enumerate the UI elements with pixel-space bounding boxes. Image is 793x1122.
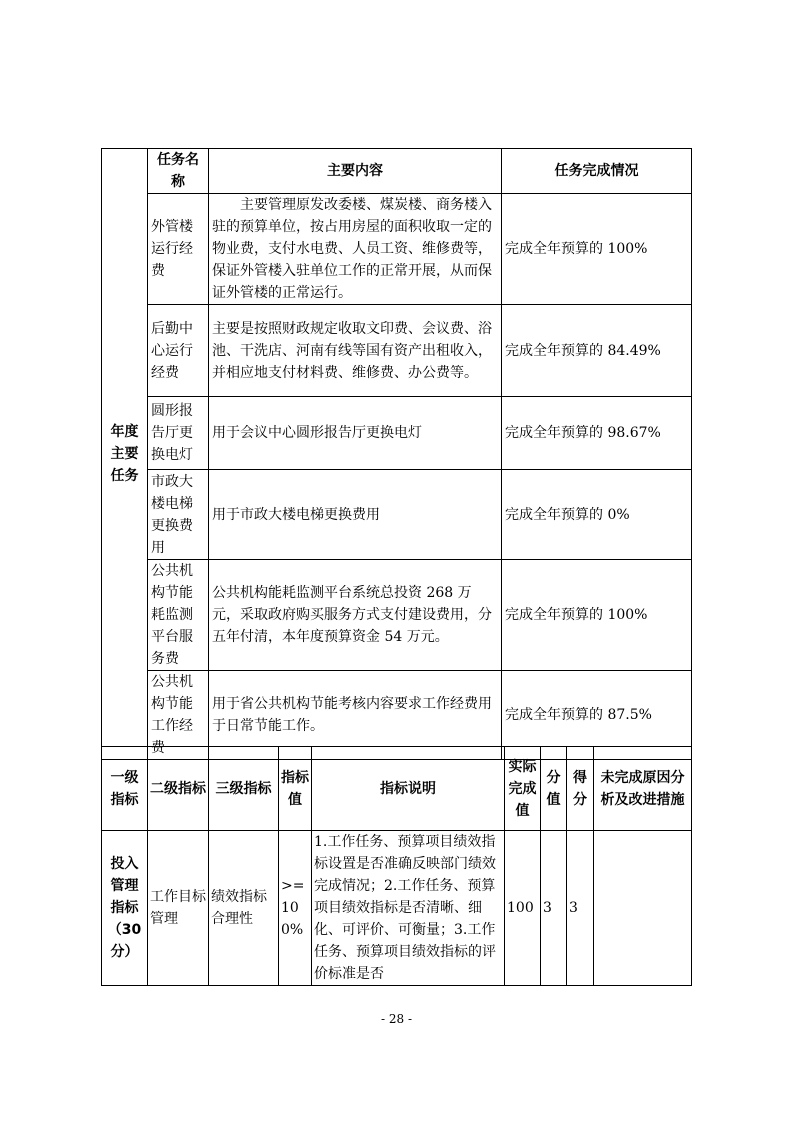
header-actual-value: 实际完成值 [505, 747, 541, 831]
reason-analysis-cell [594, 831, 692, 986]
level1-indicator-cell: 投入管理指标（30分） [102, 831, 148, 986]
annual-task-table [101, 148, 692, 760]
score-cell: 3 [541, 831, 567, 986]
performance-indicator-table [101, 746, 692, 986]
header-indicator-description: 指标说明 [312, 747, 505, 831]
header-level2-indicator: 二级指标 [148, 747, 209, 831]
task-status-cell: 完成全年预算的 84.49% [502, 305, 692, 397]
task-content-cell: 主要管理原发改委楼、煤炭楼、商务楼入驻的预算单位，按占用房屋的面积收取一定的物业费，支付水电费、人员工资、维修费等，保证外管楼入驻单位工作的正常开展，从而保证外管楼的正常运行。 [209, 194, 502, 305]
table-row [102, 470, 692, 560]
task-status-cell: 完成全年预算的 0% [502, 470, 692, 560]
header-main-content: 主要内容 [209, 149, 502, 194]
indicator-value-cell: >=100% [279, 831, 312, 986]
table-row [102, 560, 692, 671]
task-status-cell: 完成全年预算的 98.67% [502, 397, 692, 470]
task-name-cell: 后勤中心运行经费 [148, 305, 209, 397]
level3-indicator-cell: 绩效指标合理性 [209, 831, 279, 986]
task-name-cell: 圆形报告厅更换电灯 [148, 397, 209, 470]
task-name-cell: 公共机构节能工作经费 [148, 671, 209, 760]
task-name-cell: 市政大楼电梯更换费用 [148, 470, 209, 560]
level2-indicator-cell: 工作目标管理 [148, 831, 209, 986]
table-row [102, 831, 692, 986]
header-level1-indicator: 一级指标 [102, 747, 148, 831]
header-reason-analysis: 未完成原因分析及改进措施 [594, 747, 692, 831]
header-indicator-value: 指标值 [279, 747, 312, 831]
indicator-description-cell: 1.工作任务、预算项目绩效指标设置是否准确反映部门绩效完成情况；2.工作任务、预算项目绩效指标是否清晰、细化、可评价、可衡量；3.工作任务、预算项目绩效指标的评价标准是否 [312, 831, 505, 986]
task-content-cell: 主要是按照财政规定收取文印费、会议费、浴池、干洗店、河南有线等国有资产出租收入，并相应地支付材料费、维修费、办公费等。 [209, 305, 502, 397]
header-obtained-score: 得分 [567, 747, 594, 831]
task-content-cell: 用于市政大楼电梯更换费用 [209, 470, 502, 560]
task-status-cell: 完成全年预算的 100% [502, 194, 692, 305]
task-content-cell: 用于省公共机构节能考核内容要求工作经费用于日常节能工作。 [209, 671, 502, 760]
task-content-cell: 公共机构能耗监测平台系统总投资 268 万元，采取政府购买服务方式支付建设费用，分五年付清，本年度预算资金 54 万元。 [209, 560, 502, 671]
actual-value-cell: 100 [505, 831, 541, 986]
task-status-cell: 完成全年预算的 87.5% [502, 671, 692, 760]
task-status-cell: 完成全年预算的 100% [502, 560, 692, 671]
table-row [102, 397, 692, 470]
section-label-annual-tasks: 年度主要任务 [102, 149, 148, 760]
header-level3-indicator: 三级指标 [209, 747, 279, 831]
header-score: 分值 [541, 747, 567, 831]
obtained-score-cell: 3 [567, 831, 594, 986]
page-number: - 28 - [380, 1012, 412, 1026]
header-task-name: 任务名称 [148, 149, 209, 194]
header-completion-status: 任务完成情况 [502, 149, 692, 194]
table-row [102, 194, 692, 305]
table-row [102, 305, 692, 397]
task-name-cell: 公共机构节能耗监测平台服务费 [148, 560, 209, 671]
task-content-cell: 用于会议中心圆形报告厅更换电灯 [209, 397, 502, 470]
task-name-cell: 外管楼运行经费 [148, 194, 209, 305]
